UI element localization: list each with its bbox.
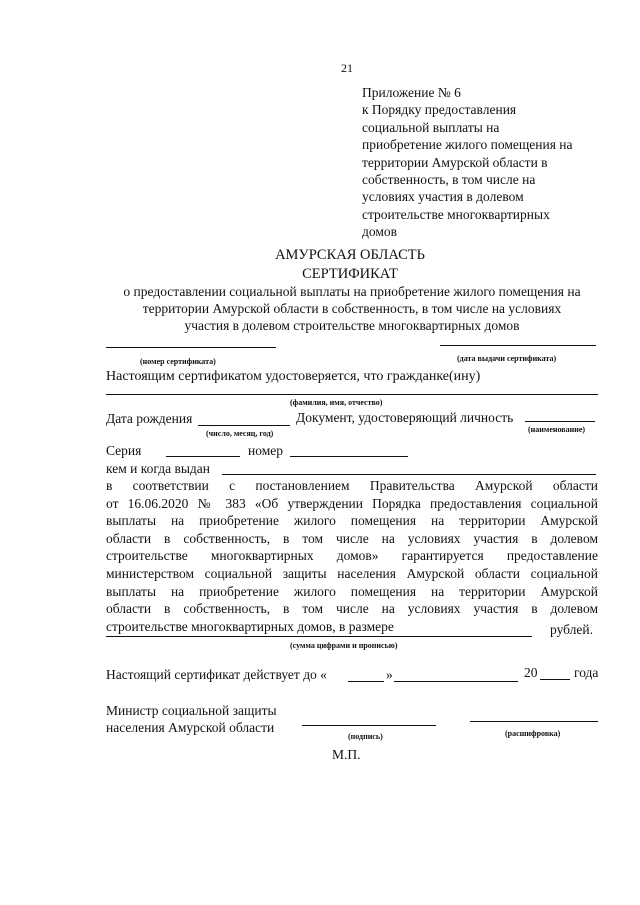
- decoding-caption: (расшифровка): [505, 729, 561, 738]
- body-line: строительстве многоквартирных домов» гарантируется предоставление: [106, 548, 598, 564]
- appendix-line: условиях участия в долевом: [362, 189, 524, 205]
- appendix-line: территории Амурской области в: [362, 154, 548, 170]
- cert-number-line[interactable]: [106, 347, 276, 348]
- valid-year-line[interactable]: [540, 679, 570, 680]
- subtitle-line: территории Амурской области в собственность, в том числе на условиях: [142, 301, 562, 316]
- attests-text: Настоящим сертификатом удостоверяется, что гражданке(ину): [106, 369, 481, 384]
- id-document-caption: (наименование): [528, 425, 586, 434]
- valid-quote-close: »: [386, 667, 393, 682]
- body-line: строительстве многоквартирных домов, в размере: [106, 618, 394, 634]
- body-line: в соответствии с постановлением Правительства Амурской области: [106, 478, 598, 493]
- issued-by-label: кем и когда выдан: [106, 461, 210, 476]
- body-line: области в собственность, в том числе на условиях участия в долевом: [106, 530, 598, 546]
- page-number: 21: [341, 61, 353, 75]
- series-label: Серия: [106, 443, 142, 458]
- valid-month-line[interactable]: [394, 681, 518, 682]
- subtitle-line: о предоставлении социальной выплаты на приобретение жилого помещения на: [123, 284, 581, 299]
- body-line: министерством социальной защиты населения Амурской области социальной: [106, 565, 598, 581]
- body-line: выплаты на приобретение жилого помещения на территории Амурской: [106, 583, 598, 599]
- seal-label: М.П.: [332, 747, 361, 762]
- certificate-title: СЕРТИФИКАТ: [302, 266, 398, 282]
- appendix-line: социальной выплаты на: [362, 119, 500, 135]
- id-document-label: Документ, удостоверяющий личность: [296, 410, 514, 425]
- appendix-block: [362, 84, 573, 241]
- fio-caption: (фамилия, имя, отчество): [290, 398, 383, 407]
- signature-caption: (подпись): [348, 732, 383, 741]
- issue-date-caption: (дата выдачи сертификата): [457, 354, 557, 363]
- body-line: от 16.06.2020 № 383 «Об утверждении Порядка предоставления социальной: [106, 495, 598, 511]
- amount-line[interactable]: [106, 636, 532, 637]
- appendix-line: Приложение № 6: [362, 85, 461, 100]
- birth-date-line[interactable]: [198, 425, 290, 426]
- body-line: области в собственность, в том числе на условиях участия в долевом: [106, 601, 598, 617]
- cert-number-caption: (номер сертификата): [140, 357, 216, 366]
- valid-year-suffix: года: [574, 665, 599, 680]
- valid-year-prefix: 20: [524, 665, 538, 680]
- certificate-subtitle: [96, 283, 608, 334]
- appendix-line: к Порядку предоставления: [362, 102, 517, 118]
- appendix-line: домов: [362, 224, 398, 240]
- birth-date-label: Дата рождения: [106, 411, 193, 426]
- amount-caption: (сумма цифрами и прописью): [290, 641, 398, 650]
- minister-line-2: населения Амурской области: [106, 720, 275, 735]
- number-label: номер: [248, 443, 284, 458]
- issue-date-line[interactable]: [440, 345, 596, 346]
- series-line[interactable]: [166, 456, 240, 457]
- issued-by-line[interactable]: [222, 474, 596, 475]
- passport-number-line[interactable]: [290, 456, 408, 457]
- birth-date-caption: (число, месяц, год): [206, 429, 274, 438]
- subtitle-line: участия в долевом строительстве многоквартирных домов: [184, 318, 520, 333]
- appendix-line: собственность, в том числе на: [362, 172, 536, 188]
- signature-line[interactable]: [302, 725, 436, 726]
- id-document-line[interactable]: [525, 421, 595, 422]
- rubles-label: рублей.: [550, 622, 594, 637]
- fio-line[interactable]: [106, 394, 598, 395]
- body-line: выплаты на приобретение жилого помещения на территории Амурской: [106, 513, 598, 529]
- decoding-line[interactable]: [470, 721, 598, 722]
- certificate-body: [106, 477, 598, 635]
- valid-until-prefix: Настоящий сертификат действует до «: [106, 667, 327, 682]
- minister-line-1: Министр социальной защиты: [106, 703, 277, 718]
- appendix-line: приобретение жилого помещения на: [362, 137, 573, 153]
- region-title: АМУРСКАЯ ОБЛАСТЬ: [275, 247, 425, 263]
- appendix-line: строительстве многоквартирных: [362, 206, 550, 222]
- valid-day-line[interactable]: [348, 681, 384, 682]
